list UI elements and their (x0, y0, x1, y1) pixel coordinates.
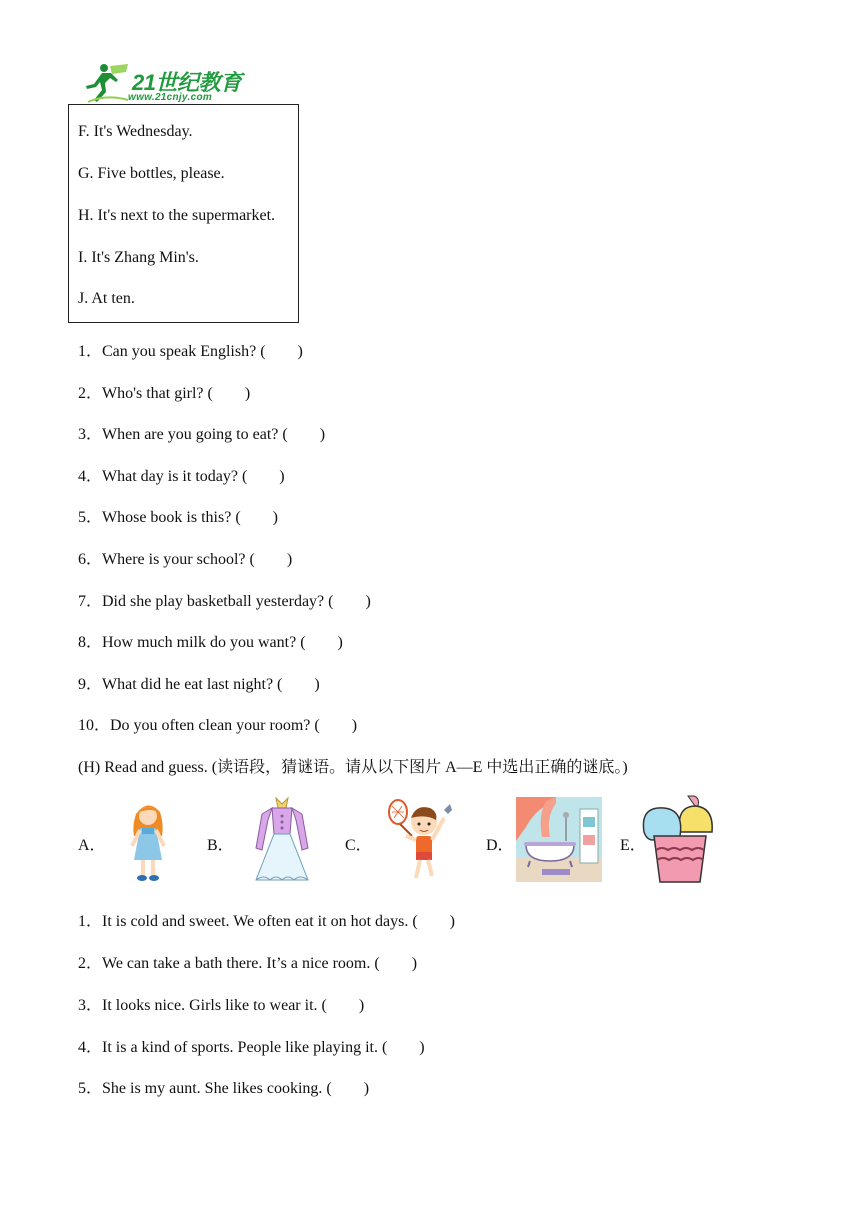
bathroom-icon (516, 797, 602, 882)
riddle-4: 4．It is a kind of sports. People like playing it. ( ) (78, 1039, 425, 1056)
answer-option-i: I. It's Zhang Min's. (78, 249, 199, 266)
runner-icon (80, 62, 132, 106)
picture-label-a: A． (78, 837, 106, 854)
question-6: 6．Where is your school? ( ) (78, 551, 293, 568)
answer-option-g: G. Five bottles, please. (78, 165, 225, 182)
picture-label-c: C． (345, 837, 372, 854)
logo-url-text: www.21cnjy.com (128, 92, 213, 103)
answer-options-box (68, 104, 299, 323)
question-5: 5．Whose book is this? ( ) (78, 509, 278, 526)
question-10: 10．Do you often clean your room? ( ) (78, 717, 358, 734)
answer-option-j: J. At ten. (78, 290, 135, 307)
picture-label-d: D． (486, 837, 514, 854)
logo-brand-text: 21世纪教育 (132, 70, 242, 95)
question-8: 8．How much milk do you want? ( ) (78, 634, 343, 651)
question-4: 4．What day is it today? ( ) (78, 468, 285, 485)
site-logo (80, 62, 245, 106)
question-9: 9．What did he eat last night? ( ) (78, 676, 320, 693)
girl-icon (124, 796, 172, 884)
riddle-2: 2．We can take a bath there. It’s a nice room. ( ) (78, 955, 418, 972)
dress-icon (252, 794, 312, 886)
riddle-1: 1．It is cold and sweet. We often eat it on hot days. ( ) (78, 913, 456, 930)
riddle-3: 3．It looks nice. Girls like to wear it. ( ) (78, 997, 365, 1014)
question-3: 3．When are you going to eat? ( ) (78, 426, 326, 443)
question-1: 1．Can you speak English? ( ) (78, 343, 303, 360)
picture-label-e: E． (620, 837, 646, 854)
answer-option-h: H. It's next to the supermarket. (78, 207, 276, 224)
picture-choices (0, 790, 860, 890)
ice-cream-icon (640, 792, 718, 886)
question-2: 2．Who's that girl? ( ) (78, 385, 251, 402)
picture-label-b: B． (207, 837, 234, 854)
section-h-heading: (H) Read and guess. (读语段，猜谜语。请从以下图片 A—E 中选出正确的谜底。) (78, 759, 628, 776)
answer-option-f: F. It's Wednesday. (78, 123, 193, 140)
boy-badminton-icon (386, 796, 462, 884)
question-7: 7．Did she play basketball yesterday? ( ) (78, 593, 371, 610)
riddle-5: 5．She is my aunt. She likes cooking. ( ) (78, 1080, 370, 1097)
